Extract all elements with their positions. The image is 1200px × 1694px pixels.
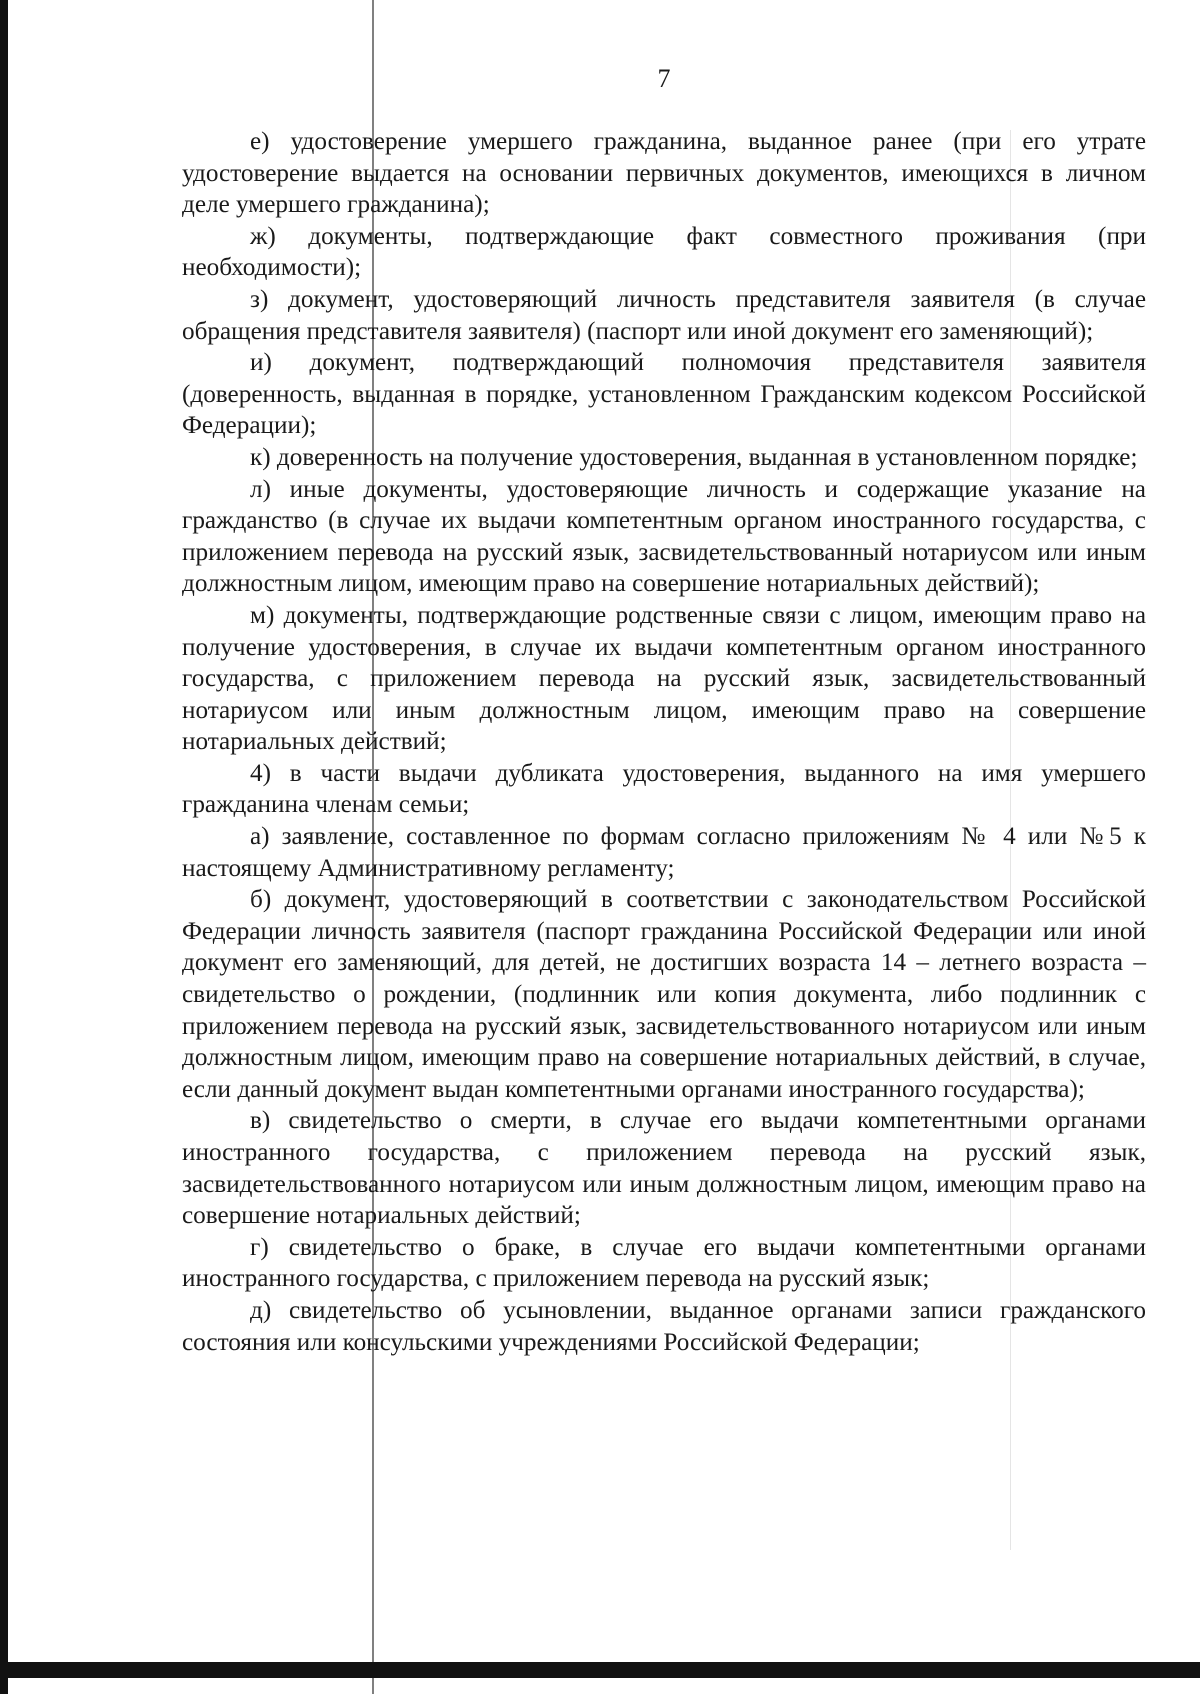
paragraph-l: л) иные документы, удостоверяющие личность и содержащие указание на гражданство (в случае их выдачи компетентным органом иностранного государства, с приложением перевода на русский язык, засвидетельствованный нотариусом или иным должностным лицом, имеющим право на совершение нотариальных действий);	[182, 475, 1146, 598]
paragraph-b: б) документ, удостоверяющий в соответствии с законодательством Российской Федерации личность заявителя (паспорт гражданина Российской Федерации или иной документ его заменяющий, для детей, не достигших возраста 14 – летнего возраста – свидетельство о рождении, (подлинник или копия документа, либо подлинник с приложением перевода на русский язык, засвидетельствованного нотариусом или иным должностным лицом, имеющим право на совершение нотариальных действий, в случае, если данный документ выдан компетентными органами иностранного государства);	[182, 886, 1146, 1103]
paragraph-a: а) заявление, составленное по формам согласно приложениям № 4 или №5 к настоящему Административному регламенту;	[182, 823, 1146, 882]
paragraph-k: к) доверенность на получение удостоверения, выданная в установленном порядке;	[250, 443, 1138, 471]
scan-left-edge	[0, 0, 8, 1694]
paragraph-m: м) документы, подтверждающие родственные связи с лицом, имеющим право на получение удостоверения, в случае их выдачи компетентным органом иностранного государства, с приложением перевода на русский язык, засвидетельствованный нотариусом или иным должностным лицом, имеющим право на совершение нотариальных действий;	[182, 601, 1146, 756]
paragraph-d: д) свидетельство об усыновлении, выданное органами записи гражданского состояния или консульскими учреждениями Российской Федерации;	[182, 1296, 1146, 1356]
scan-bottom-edge	[0, 1662, 1200, 1678]
paragraph-v: в) свидетельство о смерти, в случае его выдачи компетентными органами иностранного государства, с приложением перевода на русский язык, засвидетельствованного нотариусом или иным должностным лицом, имеющим право на совершение нотариальных действий;	[182, 1107, 1146, 1230]
paragraph-zh: ж) документы, подтверждающие факт совместного проживания (при необходимости);	[182, 222, 1146, 282]
document-body	[182, 126, 1146, 1358]
paragraph-z: з) документ, удостоверяющий личность представителя заявителя (в случае обращения представителя заявителя) (паспорт или иной документ его заменяющий);	[182, 285, 1146, 345]
paragraph-e: е) удостоверение умершего гражданина, выданное ранее (при его утрате удостоверение выдается на основании первичных документов, имеющихся в личном деле умершего гражданина);	[182, 128, 1146, 219]
paragraph-g: г) свидетельство о браке, в случае его выдачи компетентными органами иностранного государства, с приложением перевода на русский язык;	[182, 1233, 1146, 1293]
paragraph-4: 4) в части выдачи дубликата удостоверения, выданного на имя умершего гражданина членам семьи;	[182, 759, 1146, 819]
paragraph-i: и) документ, подтверждающий полномочия представителя заявителя (доверенность, выданная в порядке, установленном Гражданским кодексом Российской Федерации);	[182, 349, 1146, 440]
page-number: 7	[657, 64, 671, 93]
